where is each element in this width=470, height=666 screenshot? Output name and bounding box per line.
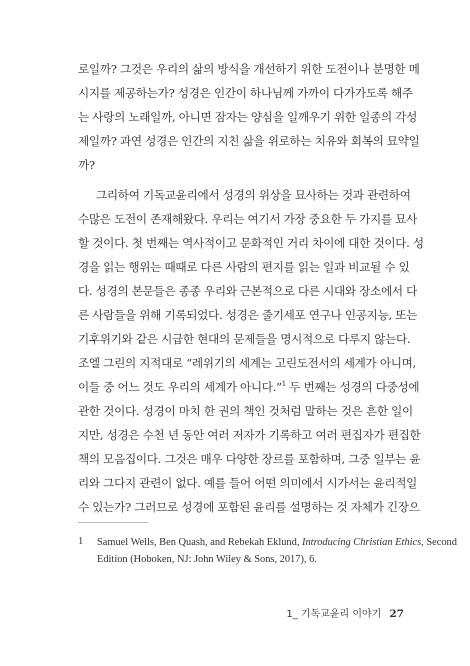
body-line: 그리하여 기독교윤리에서 성경의 위상을 묘사하는 것과 관련하여 [96, 188, 411, 202]
footnote-divider [78, 522, 148, 523]
body-line-with-footnote [78, 380, 420, 394]
body-line: 다. 성경의 본문들은 종종 우리와 근본적으로 다른 시대와 장소에서 다 [78, 284, 418, 298]
body-line: 로일까? 그것은 우리의 삶의 방식을 개선하기 위한 도전이나 분명한 메 [78, 62, 420, 76]
footnote-authors: Samuel Wells, Ben Quash, and Rebekah Eklund, [97, 537, 303, 548]
body-line: 관한 것이다. 성경이 마치 한 권의 책인 것처럼 말하는 것은 흔한 일이 [78, 404, 413, 418]
body-line: 리와 그다지 관련이 없다. 예를 들어 어떤 의미에서 시가서는 윤리적일 [78, 476, 418, 490]
body-line: 시지를 제공하는가? 성경은 인간이 하나님께 가까이 다가가도록 해주 [78, 86, 413, 100]
body-line: 수 있는가? 그러므로 성경에 포함된 윤리를 설명하는 것 자체가 긴장으 [78, 500, 420, 514]
body-line: 기후위기와 같은 시급한 현대의 문제들을 명시적으로 다루지 않는다. [78, 332, 411, 346]
body-line: 까? [78, 158, 95, 172]
running-chapter-title: 1_ 기독교윤리 이야기 [286, 609, 382, 620]
body-line: 조엘 그린의 지적대로 “레위기의 세계는 고린도전서의 세계가 아니며, [78, 356, 416, 370]
page-number: 27 [389, 608, 404, 620]
footnote-line [97, 536, 457, 549]
footnote-book-title: Introducing Christian Ethics [302, 537, 422, 548]
body-line: 제일까? 과연 성경은 인간의 지친 삶을 위로하는 치유와 회복의 묘약일 [78, 134, 420, 148]
page-footer [286, 605, 404, 620]
body-line: 책의 모음집이다. 그것은 매우 다양한 장르를 포함하며, 그중 일부는 윤 [78, 452, 421, 466]
body-line: 수많은 도전이 존재해왔다. 우리는 여기서 가장 중요한 두 가지를 묘사 [78, 212, 418, 226]
footnote-line: Edition (Hoboken, NJ: John Wiley & Sons, 2017), 6. [97, 554, 317, 565]
footnote-number: 1 [78, 536, 84, 547]
body-line: 할 것이다. 첫 번째는 역사적이고 문화적인 거리 차이에 대한 것이다. 성 [78, 236, 424, 250]
body-line: 른 사람들을 위해 기록되었다. 성경은 줄기세포 연구나 인공지능, 또는 [78, 308, 418, 322]
body-line: 경을 읽는 행위는 때때로 다른 사람의 편지를 읽는 일과 비교될 수 있 [78, 260, 410, 274]
body-line-text: 두 번째는 성경의 다중성에 [285, 380, 420, 394]
body-line-text: 이들 중 어느 것도 우리의 세계가 아니다.” [78, 380, 282, 394]
body-line: 는 사랑의 노래일까, 아니면 잠자는 양심을 일깨우기 위한 일종의 각성 [78, 110, 418, 124]
footnote-marker[interactable]: 1 [281, 380, 286, 389]
footnote-edition: , Second [421, 537, 457, 548]
body-line: 지만, 성경은 수천 년 동안 여러 저자가 기록하고 여러 편집자가 편집한 [78, 428, 421, 442]
